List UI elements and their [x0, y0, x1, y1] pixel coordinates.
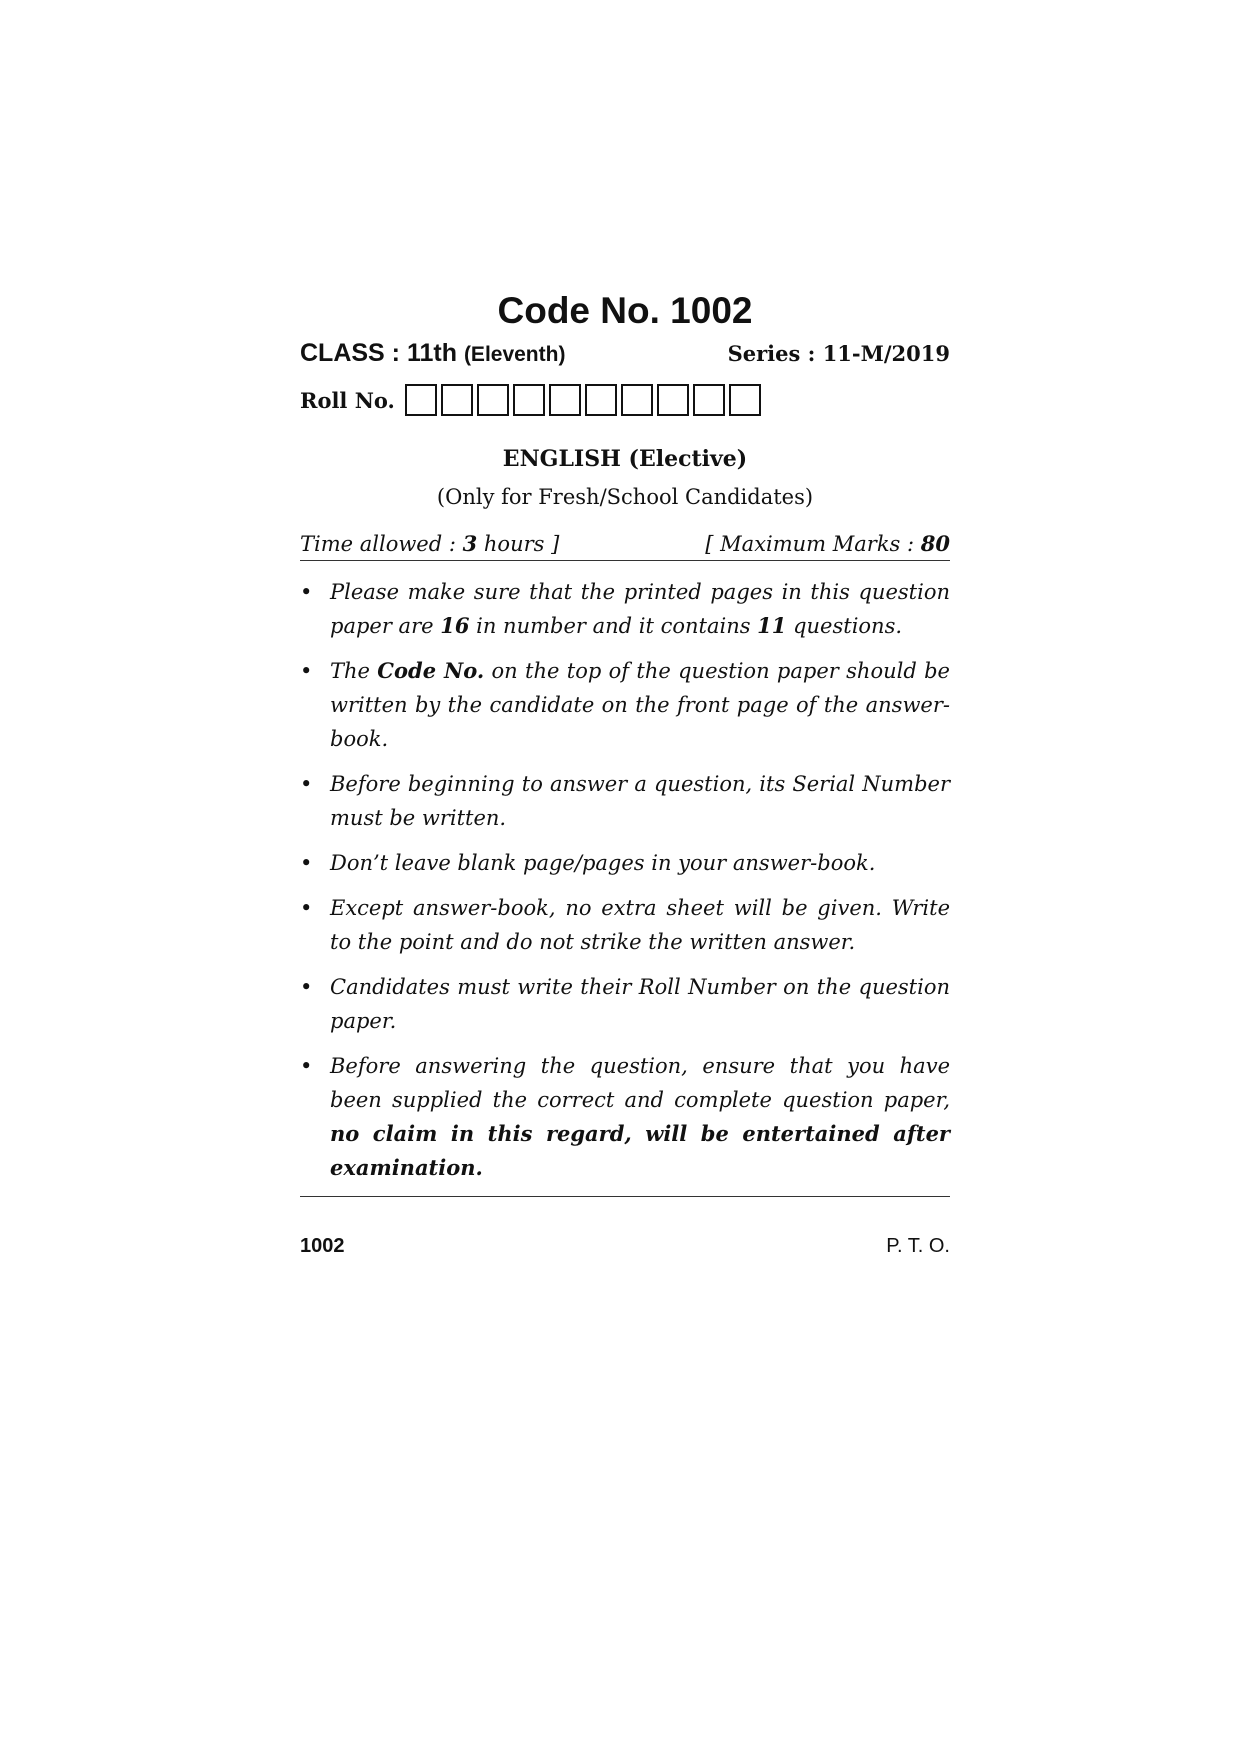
roll-number-row	[300, 379, 950, 421]
roll-number-box[interactable]	[621, 384, 653, 416]
instruction-item: • Don’t leave blank page/pages in your answer-book.	[300, 846, 950, 880]
question-paper-cover	[300, 285, 950, 1258]
marks-prefix: [ Maximum Marks :	[705, 532, 921, 556]
marks-value: 80	[920, 531, 950, 556]
code-number-title: Code No. 1002	[497, 290, 753, 331]
bullet-icon: •	[300, 851, 313, 875]
class-series-row	[300, 339, 950, 379]
bullet-icon: •	[300, 659, 313, 683]
bullet-icon: •	[300, 580, 313, 604]
roll-number-box[interactable]	[405, 384, 437, 416]
class-main: CLASS : 11th	[300, 339, 457, 367]
roll-number-box[interactable]	[513, 384, 545, 416]
time-allowed	[300, 531, 559, 556]
roll-number-box[interactable]	[693, 384, 725, 416]
bullet-icon: •	[300, 896, 313, 920]
instructions-list	[300, 575, 950, 1185]
instruction-item: • Candidates must write their Roll Number on the question paper.	[300, 970, 950, 1038]
class-sub: (Eleventh)	[463, 343, 566, 366]
roll-label: Roll No.	[300, 387, 395, 413]
instruction-item: • Except answer-book, no extra sheet will be given. Write to the point and do not strike the written answer.	[300, 891, 950, 959]
roll-number-box[interactable]	[585, 384, 617, 416]
time-marks-row	[300, 531, 950, 561]
bullet-icon: •	[300, 772, 313, 796]
roll-number-box[interactable]	[441, 384, 473, 416]
instruction-item: • Please make sure that the printed pages in this question paper are 16 in number and it contains 11 questions.	[300, 575, 950, 643]
time-prefix: Time allowed :	[300, 532, 463, 556]
roll-number-box[interactable]	[549, 384, 581, 416]
roll-number-boxes	[405, 384, 765, 416]
page-footer	[300, 1235, 950, 1258]
bullet-icon: •	[300, 1054, 313, 1078]
instruction-item: • Before beginning to answer a question, its Serial Number must be written.	[300, 767, 950, 835]
divider	[300, 1196, 950, 1197]
maximum-marks	[705, 531, 950, 556]
time-value: 3	[462, 531, 478, 556]
subject-title: ENGLISH (Elective)	[502, 446, 748, 472]
candidates-note: (Only for Fresh/School Candidates)	[436, 485, 814, 509]
instruction-item: • Before answering the question, ensure that you have been supplied the correct and complete question paper, no claim in this regard, will be entertained after examination.	[300, 1049, 950, 1185]
bullet-icon: •	[300, 975, 313, 999]
instruction-item: • The Code No. on the top of the question paper should be written by the candidate on the front page of the answer-book.	[300, 654, 950, 756]
roll-number-box[interactable]	[477, 384, 509, 416]
pto-label: P. T. O.	[886, 1235, 950, 1257]
roll-number-box[interactable]	[657, 384, 689, 416]
series-label: Series : 11-M/2019	[727, 341, 950, 366]
roll-number-box[interactable]	[729, 384, 761, 416]
class-label	[300, 339, 565, 368]
footer-code: 1002	[300, 1235, 345, 1257]
time-suffix: hours ]	[477, 532, 560, 556]
